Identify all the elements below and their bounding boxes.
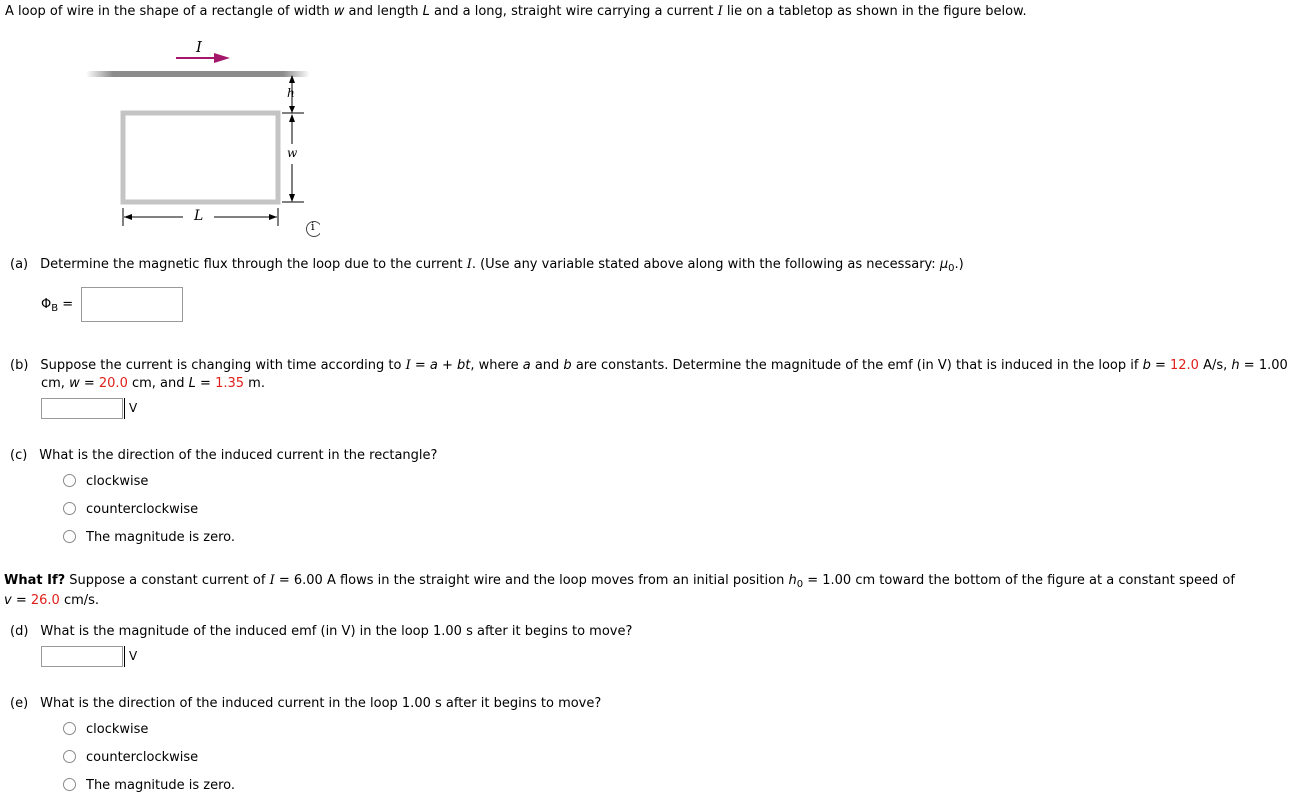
what-if-lead: What If? bbox=[4, 573, 66, 588]
flux-answer-input[interactable] bbox=[81, 287, 183, 322]
radio-c-counterclockwise[interactable] bbox=[63, 502, 76, 515]
part-c-question: (c) What is the direction of the induced current in the rectangle? bbox=[10, 448, 438, 463]
part-a-tag: (a) bbox=[10, 257, 29, 272]
option-e-clockwise: clockwise bbox=[86, 722, 149, 737]
label-w: w bbox=[287, 146, 298, 160]
emf-answer-input-d[interactable] bbox=[41, 646, 123, 667]
unit-label-b: V bbox=[129, 401, 138, 415]
figure bbox=[80, 36, 320, 241]
label-h: h bbox=[287, 86, 295, 100]
radio-e-zero[interactable] bbox=[63, 778, 76, 791]
straight-wire bbox=[86, 71, 310, 77]
option-e-zero: The magnitude is zero. bbox=[86, 778, 236, 793]
part-d-question: (d) What is the magnitude of the induced emf (in V) in the loop 1.00 s after it begins to move? bbox=[10, 624, 633, 639]
option-c-zero: The magnitude is zero. bbox=[86, 530, 236, 545]
radio-e-clockwise[interactable] bbox=[63, 722, 76, 735]
radio-c-clockwise[interactable] bbox=[63, 474, 76, 487]
unit-divider-b bbox=[124, 398, 125, 419]
part-b-tag: (b) bbox=[10, 358, 29, 373]
part-e-question: (e) What is the direction of the induced current in the loop 1.00 s after it begins to move? bbox=[10, 696, 602, 711]
intro-text: A loop of wire in the shape of a rectangle of width w and length L and a long, straight wire carrying a current I lie on a tabletop as shown in the figure below. bbox=[5, 4, 1027, 19]
part-e-tag: (e) bbox=[10, 696, 29, 711]
label-current-I: I bbox=[196, 38, 202, 56]
part-b-question-line1: (b) Suppose the current is changing with time according to I = a + bt, where a and b are constants. Determine the magnitude of the emf (in V) that is induced in the loop if b = 12.0 A/s, h = 1.00 bbox=[10, 358, 1288, 373]
unit-label-d: V bbox=[129, 649, 138, 663]
option-c-counterclockwise: counterclockwise bbox=[86, 502, 199, 517]
current-arrow bbox=[176, 53, 230, 63]
wire-loop bbox=[123, 113, 278, 202]
option-c-clockwise: clockwise bbox=[86, 474, 149, 489]
what-if-line1: What If? Suppose a constant current of I = 6.00 A flows in the straight wire and the loop moves from an initial position $h_0 = 1.00$ cm toward the bottom of the figure at a constant speed of bbox=[4, 573, 1235, 590]
radio-e-counterclockwise[interactable] bbox=[63, 750, 76, 763]
what-if-line2: v = 26.0 cm/s. bbox=[4, 593, 100, 608]
part-d-tag: (d) bbox=[10, 624, 29, 639]
part-b-question-line2: cm, w = 20.0 cm, and L = 1.35 m. bbox=[41, 376, 265, 391]
unit-divider-d bbox=[124, 646, 125, 667]
radio-c-zero[interactable] bbox=[63, 530, 76, 543]
emf-answer-input-b[interactable] bbox=[41, 398, 123, 419]
info-glyph: i bbox=[311, 220, 315, 233]
option-e-counterclockwise: counterclockwise bbox=[86, 750, 199, 765]
part-a-question: (a) Determine the magnetic flux through the loop due to the current I. (Use any variable stated above along with the following as necessary: $\mu_0$.) bbox=[10, 257, 964, 274]
part-c-tag: (c) bbox=[10, 448, 28, 463]
label-L: L bbox=[194, 208, 204, 224]
flux-label: $\Phi_B$ = bbox=[41, 297, 74, 314]
